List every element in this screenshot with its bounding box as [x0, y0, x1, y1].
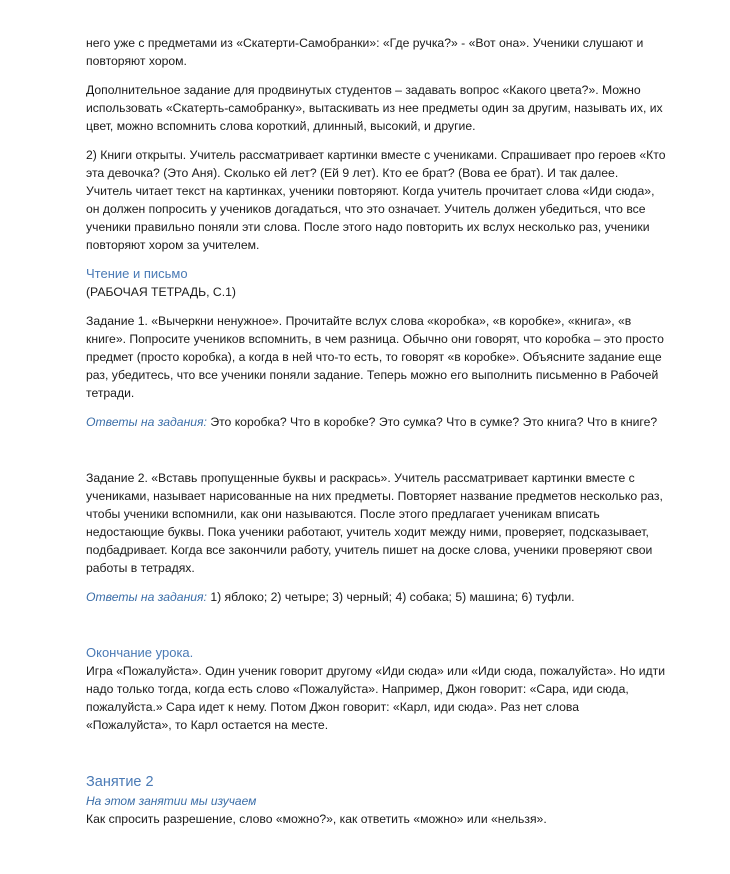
answers-task-2 [86, 588, 666, 606]
answers-text: Это коробка? Что в коробке? Это сумка? Что в сумке? Это книга? Что в книге? [206, 415, 658, 429]
section-heading-reading: Чтение и письмо [86, 266, 188, 281]
paragraph-intro: него уже с предметами из «Скатерти-Самобранки»: «Где ручка?» - «Вот она». Ученики слушают и повторяют хором. [86, 36, 644, 68]
paragraph-task-1: Задание 1. «Вычеркни ненужное». Прочитайте вслух слова «коробка», «в коробке», «книга», «в книге». Попросите учеников вспомнить, в чем разница. Обычно они говорят, что коробка – это просто предмет (просто коробка), а когда в ней что-то есть, то говорят «в коробке». Объясните задание еще раз, убедитесь, что все ученики поняли задание. Теперь можно его выполнить письменно в Рабочей тетради. [86, 314, 664, 400]
lesson-2-subheading: На этом занятии мы изучаем [86, 794, 257, 808]
answers-label: Ответы на задания: [86, 415, 207, 429]
paragraph-please-game: Игра «Пожалуйста». Один ученик говорит другому «Иди сюда» или «Иди сюда, пожалуйста». Но идти надо только тогда, когда есть слово «Пожалуйста». Например, Джон говорит: «Сара, иди сюда, пожалуйста.» Сара идет к нему. Потом Джон говорит: «Карл, иди сюда». Раз нет слова «Пожалуйста», то Карл остается на месте. [86, 664, 666, 732]
answers-task-1 [86, 413, 666, 431]
document-page [86, 34, 666, 828]
answers-text: 1) яблоко; 2) четыре; 3) черный; 4) собака; 5) машина; 6) туфли. [206, 590, 575, 604]
paragraph-lesson-2-topic: Как спросить разрешение, слово «можно?», как ответить «можно» или «нельзя». [86, 812, 547, 826]
section-heading-ending: Окончание урока. [86, 645, 194, 660]
paragraph-books-open: 2) Книги открыты. Учитель рассматривает картинки вместе с учениками. Спрашивает про героев «Кто эта девочка? (Это Аня). Сколько ей лет? (Ей 9 лет). Кто ее брат? (Вова ее брат). И так далее. Учитель читает текст на картинках, ученики повторяют. Когда учитель прочитает слова «Иди сюда», он должен попросить у учеников догадаться, что это означает. Учитель должен убедиться, что все ученики правильно поняли эти слова. После этого надо повторить их вслух несколько раз, ученики повторяют хором за учителем. [86, 148, 666, 252]
answers-label: Ответы на задания: [86, 590, 207, 604]
paragraph-task-2: Задание 2. «Вставь пропущенные буквы и раскрась». Учитель рассматривает картинки вместе с учениками, называет нарисованные на них предметы. Повторяет название предметов несколько раз, чтобы ученики вспомнили, как они называются. После этого предлагает ученикам вписать недостающие буквы. Пока ученики работают, учитель ходит между ними, проверяет, подсказывает, подбадривает. Когда все закончили работу, учитель пишет на доске слова, ученики проверяют свои работы в тетрадях. [86, 471, 663, 575]
paragraph-extra-task: Дополнительное задание для продвинутых студентов – задавать вопрос «Какого цвета?». Можно использовать «Скатерть-самобранку», вытаскивать из нее предметы один за другим, называть их, их цвет, можно вспомнить слова короткий, длинный, высокий, и другие. [86, 83, 663, 133]
workbook-reference: (РАБОЧАЯ ТЕТРАДЬ, С.1) [86, 285, 236, 299]
section-heading-lesson-2: Занятие 2 [86, 774, 154, 790]
